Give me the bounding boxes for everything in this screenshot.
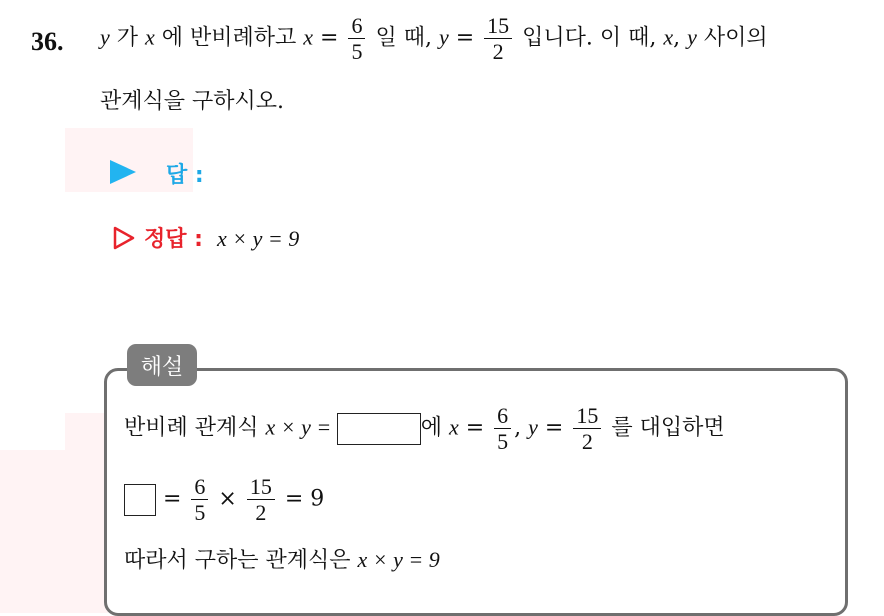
relation-expression: x × y =: [265, 414, 337, 440]
fraction: $\frac{15}{2}$: [484, 14, 512, 63]
explanation-line-1: 반비례 관계식 x × y = 에 x = $\frac{6}{5}$ , y = $\frac{15}{2}$ 를 대입하면: [124, 403, 725, 455]
var-x: x: [448, 414, 459, 440]
var-y: y: [528, 414, 538, 440]
correct-answer-row: [112, 222, 299, 253]
question-text-line-2: 관계식을 구하시오.: [100, 89, 285, 114]
answer-blank-box: [124, 484, 156, 516]
var-x: x: [303, 24, 314, 50]
fraction: $\frac{15}{2}$: [247, 475, 275, 524]
var-y: y: [100, 24, 110, 50]
correct-answer-expression: x × y = 9: [216, 226, 300, 251]
correct-answer-label: 정답 :: [144, 227, 203, 252]
answer-blank-box: [337, 413, 421, 445]
var-x: x: [145, 24, 155, 50]
fraction: $\frac{15}{2}$: [573, 404, 601, 453]
var-y: y: [687, 24, 697, 50]
explanation-tab: 해설: [127, 344, 197, 386]
fraction: $\frac{6}{5}$: [348, 14, 365, 63]
triangle-outline-icon: [112, 226, 136, 250]
question-text-line-1: y 가 x 에 반비례하고 x = $\frac{6}{5}$ 일 때, y = $\frac{15}{2}$ 입니다. 이 때, x, y 사이의: [100, 13, 768, 65]
fraction: $\frac{6}{5}$: [494, 404, 511, 453]
question-number: 36.: [31, 27, 64, 56]
play-triangle-icon: [110, 160, 136, 184]
explanation-line-3: 따라서 구하는 관계식은 x × y = 9: [124, 547, 440, 573]
answer-label: 답 :: [166, 163, 204, 188]
fraction: $\frac{6}{5}$: [191, 475, 208, 524]
background-patch: [0, 450, 108, 613]
var-y: y: [438, 24, 449, 50]
final-expression: x × y = 9: [357, 547, 440, 572]
var-x: x: [663, 24, 674, 50]
explanation-line-2: = $\frac{6}{5}$ × $\frac{15}{2}$ = 9: [124, 475, 324, 524]
answer-row: [110, 158, 204, 189]
background-patch: [65, 413, 105, 453]
